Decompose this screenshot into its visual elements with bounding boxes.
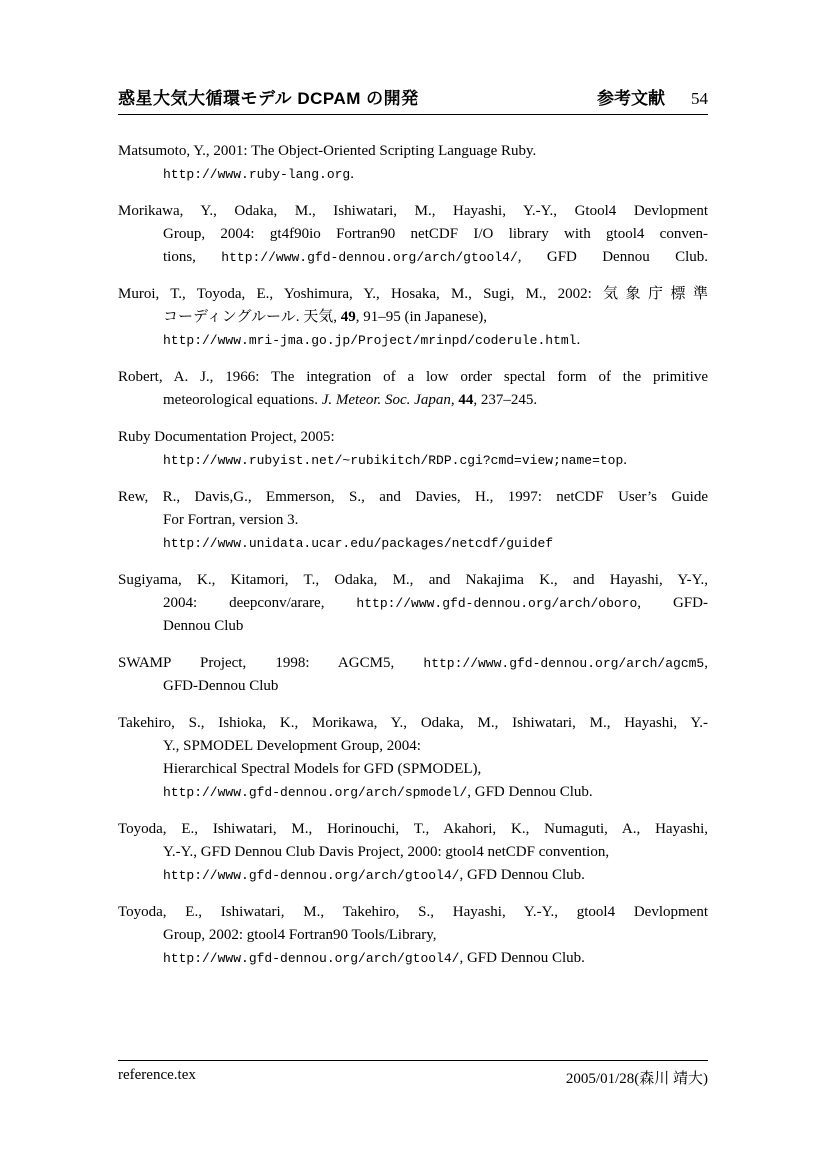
reference-text: Toyoda, E., Ishiwatari, M., Horinouchi, T., Akahori, K., Numaguti, A., Hayashi,	[118, 821, 708, 837]
reference-text: Group, 2004: gt4f90io Fortran90 netCDF I/O library with gtool4 conven-	[163, 226, 708, 242]
reference-entry	[118, 140, 708, 186]
reference-line	[118, 389, 708, 412]
footer-filename: reference.tex	[118, 1067, 196, 1083]
reference-text: GFD-Dennou Club	[163, 678, 279, 694]
url-text: http://www.gfd-dennou.org/arch/gtool4/	[163, 868, 460, 883]
reference-text: .	[576, 332, 581, 348]
reference-line	[118, 486, 708, 509]
reference-entry	[118, 818, 708, 887]
reference-entry	[118, 283, 708, 352]
reference-line	[118, 283, 708, 306]
reference-text: .	[350, 166, 354, 182]
reference-text: Hierarchical Spectral Models for GFD (SPMODEL),	[163, 761, 482, 777]
reference-line	[118, 675, 708, 698]
reference-text: Muroi, T., Toyoda, E., Yoshimura, Y., Hosaka, M., Sugi, M., 2002: 気象庁標準	[118, 286, 708, 302]
url-text: http://www.mri-jma.go.jp/Project/mrinpd/coderule.html	[163, 333, 577, 348]
reference-line	[118, 901, 708, 924]
reference-text: Sugiyama, K., Kitamori, T., Odaka, M., and Nakajima K., and Hayashi, Y-Y.,	[118, 572, 708, 588]
reference-text: Toyoda, E., Ishiwatari, M., Takehiro, S., Hayashi, Y.-Y., gtool4 Devlopment	[118, 904, 708, 920]
reference-line	[118, 735, 708, 758]
reference-text: Dennou Club	[163, 618, 244, 634]
reference-line	[118, 864, 708, 887]
reference-text: Robert, A. J., 1966: The integration of a low order spectal form of the primitive	[118, 369, 708, 385]
reference-line	[118, 140, 708, 163]
footer-date-author: 2005/01/28(森川 靖大)	[565, 1071, 708, 1087]
reference-text: Morikawa, Y., Odaka, M., Ishiwatari, M., Hayashi, Y.-Y., Gtool4 Devlopment	[118, 203, 708, 219]
reference-line	[118, 246, 708, 269]
reference-text: , GFD Dennou Club.	[459, 950, 585, 966]
reference-entry	[118, 901, 708, 970]
reference-text: SWAMP Project, 1998: AGCM5,	[118, 655, 424, 671]
reference-text: コーディングルール. 天気,	[163, 309, 341, 325]
reference-line	[118, 426, 708, 449]
reference-text: .	[623, 452, 628, 468]
reference-line	[118, 712, 708, 735]
reference-line	[118, 366, 708, 389]
reference-text: ,	[704, 655, 708, 671]
reference-line	[118, 449, 708, 472]
reference-entry	[118, 200, 708, 269]
url-text: http://www.unidata.ucar.edu/packages/netcdf/guidef	[163, 536, 554, 551]
reference-text: For Fortran, version 3.	[163, 512, 299, 528]
reference-line	[118, 509, 708, 532]
reference-entry	[118, 652, 708, 698]
reference-text: Takehiro, S., Ishioka, K., Morikawa, Y., Odaka, M., Ishiwatari, M., Hayashi, Y.-	[118, 715, 708, 731]
reference-text: J. Meteor. Soc. Japan	[321, 392, 451, 408]
reference-text: , GFD Dennou Club.	[517, 249, 708, 265]
reference-line	[118, 615, 708, 638]
reference-entry	[118, 486, 708, 555]
reference-line	[118, 200, 708, 223]
url-text: http://www.gfd-dennou.org/arch/gtool4/	[221, 250, 518, 265]
reference-line	[118, 592, 708, 615]
reference-text: tions,	[163, 249, 222, 265]
reference-text: Ruby Documentation Project, 2005:	[118, 429, 335, 445]
reference-text: Matsumoto, Y., 2001: The Object-Oriented Scripting Language Ruby.	[118, 143, 537, 159]
reference-line	[118, 818, 708, 841]
reference-entry	[118, 426, 708, 472]
reference-text: Group, 2002: gtool4 Fortran90 Tools/Library,	[163, 927, 437, 943]
url-text: http://www.gfd-dennou.org/arch/oboro	[356, 596, 638, 611]
reference-line	[118, 781, 708, 804]
header-section-label: 参考文献	[597, 89, 665, 108]
reference-line	[118, 532, 708, 555]
reference-line	[118, 306, 708, 329]
reference-line	[118, 569, 708, 592]
page-header	[118, 84, 708, 115]
reference-line	[118, 758, 708, 781]
reference-line	[118, 329, 708, 352]
reference-text: 2004: deepconv/arare,	[163, 595, 357, 611]
reference-text: 49	[340, 309, 356, 325]
reference-text: Rew, R., Davis,G., Emmerson, S., and Davies, H., 1997: netCDF User’s Guide	[118, 489, 708, 505]
reference-list	[118, 140, 708, 984]
reference-text: 44	[458, 392, 474, 408]
reference-line	[118, 652, 708, 675]
reference-text: ,	[450, 392, 459, 408]
reference-text: meteorological equations.	[163, 392, 322, 408]
page-number: 54	[691, 89, 708, 108]
url-text: http://www.rubyist.net/~rubikitch/RDP.cgi?cmd=view;name=top	[163, 453, 624, 468]
reference-text: , GFD Dennou Club.	[467, 784, 593, 800]
reference-entry	[118, 712, 708, 804]
header-title: 惑星大気大循環モデル DCPAM の開発	[118, 89, 419, 108]
url-text: http://www.gfd-dennou.org/arch/gtool4/	[163, 951, 460, 966]
page-footer	[118, 1060, 708, 1088]
reference-line	[118, 223, 708, 246]
url-text: http://www.gfd-dennou.org/arch/spmodel/	[163, 785, 468, 800]
reference-entry	[118, 569, 708, 638]
reference-line	[118, 163, 708, 186]
url-text: http://www.gfd-dennou.org/arch/agcm5	[423, 656, 705, 671]
reference-text: Y., SPMODEL Development Group, 2004:	[163, 738, 421, 754]
reference-line	[118, 947, 708, 970]
reference-text: , GFD-	[637, 595, 708, 611]
reference-text: Y.-Y., GFD Dennou Club Davis Project, 2000: gtool4 netCDF convention,	[163, 844, 610, 860]
reference-text: , GFD Dennou Club.	[459, 867, 585, 883]
reference-text: , 91–95 (in Japanese),	[355, 309, 487, 325]
reference-entry	[118, 366, 708, 412]
reference-line	[118, 841, 708, 864]
url-text: http://www.ruby-lang.org	[163, 167, 351, 182]
header-right	[597, 84, 708, 109]
reference-text: , 237–245.	[473, 392, 538, 408]
reference-line	[118, 924, 708, 947]
